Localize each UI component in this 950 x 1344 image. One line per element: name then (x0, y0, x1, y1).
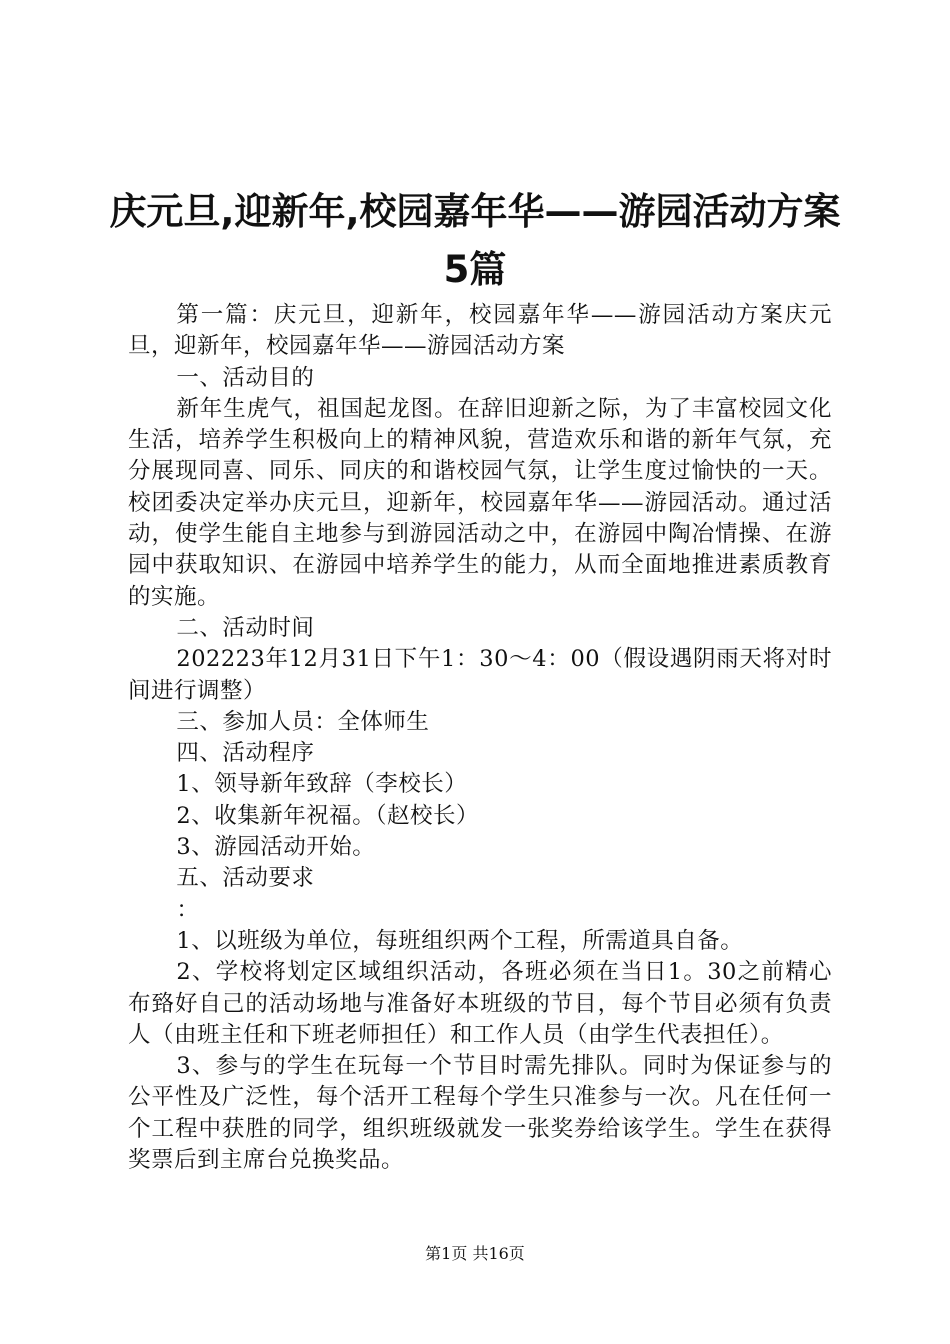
requirement-item: 3、参与的学生在玩每一个节目时需先排队。同时为保证参与的公平性及广泛性，每个活开工程每个学生只准参与一次。凡在任何一个工程中获胜的同学，组织班级就发一张奖券给该学生。学生在获得奖票后到主席台兑换奖品。 (128, 1053, 832, 1174)
heading-requirements: 五、活动要求 (176, 865, 315, 892)
heading-procedure: 四、活动程序 (176, 740, 315, 767)
paragraph-purpose: 新年生虎气，祖国起龙图。在辞旧迎新之际，为了丰富校园文化生活，培养学生积极向上的精神风貌，营造欢乐和谐的新年气氛，充分展现同喜、同乐、同庆的和谐校园气氛，让学生度过愉快的一天。校团委决定举办庆元旦，迎新年，校园嘉年华——游园活动。通过活动，使学生能自主地参与到游园活动之中，在游园中陶冶情操、在游园中获取知识、在游园中培养学生的能力，从而全面地推进素质教育的实施。 (128, 395, 832, 610)
document-title: 庆元旦,迎新年,校园嘉年华——游园活动方案 (109, 190, 841, 233)
paragraph-intro: 第一篇：庆元旦，迎新年，校园嘉年华——游园活动方案庆元旦，迎新年，校园嘉年华——游园活动方案 (128, 302, 832, 360)
heading-activity-purpose: 一、活动目的 (176, 364, 315, 391)
document-body (128, 300, 832, 1176)
requirement-item: 2、学校将划定区域组织活动，各班必须在当日1。30之前精心布臵好自己的活动场地与准备好本班级的节目，每个节目必须有负责人（由班主任和下班老师担任）和工作人员（由学生代表担任）。 (128, 959, 832, 1048)
paragraph-time: 202223年12月31日下午1：30～4：00（假设遇阴雨天将对时间进行调整） (128, 646, 832, 704)
procedure-item: 3、游园活动开始。 (176, 834, 376, 861)
paragraph-colon: ： (176, 896, 200, 923)
procedure-item: 1、领导新年致辞（李校长） (176, 771, 468, 798)
heading-participants: 三、参加人员：全体师生 (176, 708, 430, 735)
document-title-continued: 5篇 (443, 248, 507, 291)
heading-activity-time: 二、活动时间 (176, 614, 315, 641)
requirement-item: 1、以班级为单位，每班组织两个工程，所需道具自备。 (176, 927, 744, 954)
procedure-item: 2、收集新年祝福。（赵校长） (176, 802, 479, 829)
page-number-footer: 第1页 共16页 (425, 1244, 525, 1263)
